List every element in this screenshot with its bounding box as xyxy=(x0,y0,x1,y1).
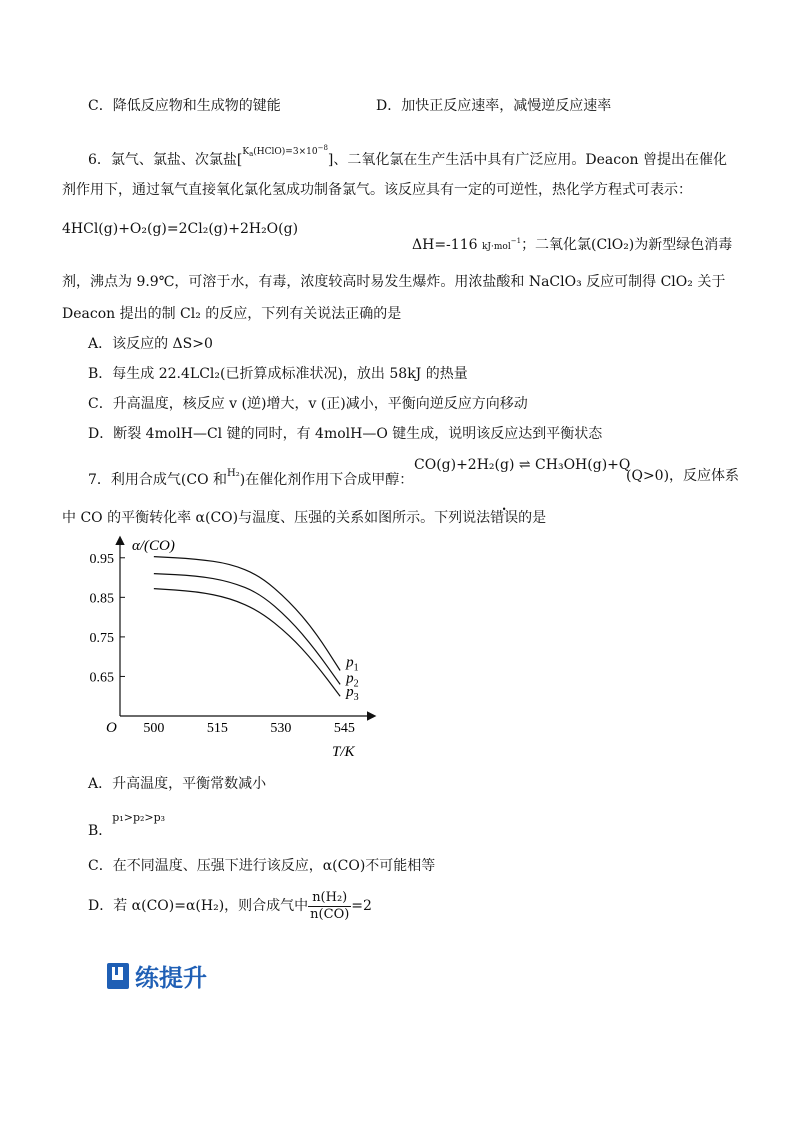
q7-option-a: A．升高温度，平衡常数减小 xyxy=(88,776,267,792)
q7-line1 xyxy=(88,464,413,490)
q6-line5: Deacon 提出的制 Cl₂ 的反应，下列有关说法正确的是 xyxy=(62,306,402,322)
tick-labels xyxy=(90,552,355,736)
q7-option-d-text: D．若 α(CO)=α(H₂)，则合成气中 xyxy=(88,898,309,914)
y-axis-label: α/(CO) xyxy=(132,538,175,554)
section-title: 练提升 xyxy=(135,964,207,992)
delta-h-value: ΔH=-116 xyxy=(412,237,478,253)
book-icon xyxy=(107,963,129,989)
pressure-curves xyxy=(154,557,359,704)
origin-label: O xyxy=(106,720,117,736)
delta-h-exponent: −1 xyxy=(510,237,522,245)
q7-equation: CO(g)+2H₂(g) ⇌ CH₃OH(g)+Q xyxy=(414,457,631,473)
q7-option-b xyxy=(88,808,165,841)
q7-condition: (Q>0)，反应体系 xyxy=(626,468,740,484)
q6-equation: 4HCl(g)+O₂(g)=2Cl₂(g)+2H₂O(g) xyxy=(62,221,299,237)
series-line-p3 xyxy=(154,589,340,697)
ka-expression xyxy=(242,138,328,164)
mole-ratio-fraction xyxy=(308,890,351,923)
x-tick-label: 515 xyxy=(206,721,228,736)
delta-h-unit: kJ·mol xyxy=(481,242,511,252)
q6-stem-start: 6．氯气、氯盐、次氯盐[ xyxy=(88,152,243,168)
q6-line2: 剂作用下，通过氧气直接氧化氯化氢成功制备氯气。该反应具有一定的可逆性，热化学方程式可表示： xyxy=(62,182,692,198)
q6-option-d: D．断裂 4molH—Cl 键的同时，有 4molH—O 键生成，说明该反应达到平衡状态 xyxy=(88,426,603,442)
section-header xyxy=(107,958,207,993)
q5-option-c: C．降低反应物和生成物的键能 xyxy=(88,98,281,114)
q7-stem-start: 7．利用合成气(CO 和 xyxy=(88,472,228,488)
q6-option-a: A．该反应的 ΔS>0 xyxy=(88,336,213,352)
series-label-p3: $p_3$ xyxy=(346,684,359,704)
q6-line3-tail xyxy=(412,231,732,257)
series-label-p2: $p_2$ xyxy=(346,670,359,690)
q6-option-b: B．每生成 22.4LCl₂(已折算成标准状况)，放出 58kJ 的热量 xyxy=(88,366,468,382)
q7-stem-mid: )在催化剂作用下合成甲醇： xyxy=(239,472,414,488)
ka-value: (HClO)=3×10 xyxy=(253,147,318,157)
q7-stem-line2-end: 的是 xyxy=(518,510,547,526)
q6-stem-end: ]、二氧化氯在生产生活中具有广泛应用。Deacon 曾提出在催化 xyxy=(327,152,727,168)
series-label-p1: $p_1$ xyxy=(346,654,359,674)
y-tick-label: 0.85 xyxy=(89,591,114,607)
h2-label: H₂ xyxy=(227,468,240,479)
q6-option-c: C．升高温度，核反应 v (逆)增大，v (正)减小，平衡向逆反应方向移动 xyxy=(88,396,528,412)
pressure-inequality: p₁>p₂>p₃ xyxy=(112,811,166,824)
q6-clo2-intro: ；二氧化氯(ClO₂)为新型绿色消毒 xyxy=(521,237,733,253)
q7-option-c: C．在不同温度、压强下进行该反应，α(CO)不可能相等 xyxy=(88,858,436,874)
y-tick-label: 0.75 xyxy=(89,630,114,646)
ka-symbol: K xyxy=(242,147,250,157)
q7-line2 xyxy=(62,508,546,528)
fraction-rhs: =2 xyxy=(351,898,372,914)
y-tick-label: 0.65 xyxy=(89,670,114,686)
x-axis-label: T/K xyxy=(332,744,355,760)
ka-exponent: −8 xyxy=(317,144,328,152)
q6-line4: 剂，沸点为 9.9℃，可溶于水，有毒，浓度较高时易发生爆炸。用浓盐酸和 NaClO₃ 反应可制得 ClO₂ 关于 xyxy=(62,274,726,290)
q6-line1 xyxy=(88,138,727,170)
q5-option-d: D．加快正反应速率，减慢逆反应速率 xyxy=(376,98,612,114)
conversion-chart xyxy=(89,530,412,770)
q7-stem-line2: 中 CO 的平衡转化率 α(CO)与温度、压强的关系如图所示。下列说法 xyxy=(62,510,491,526)
x-tick-label: 500 xyxy=(143,721,165,736)
x-tick-label: 530 xyxy=(270,721,292,736)
series-line-p1 xyxy=(154,557,340,671)
fraction-denominator: n(CO) xyxy=(310,906,350,922)
y-tick-label: 0.95 xyxy=(89,551,114,567)
q7-option-d xyxy=(88,888,372,924)
ka-subscript: a xyxy=(249,150,254,158)
fraction-numerator: n(H₂) xyxy=(308,890,351,907)
x-tick-label: 545 xyxy=(333,721,355,736)
q7-option-b-label: B． xyxy=(88,823,113,839)
emphasis-dotted-word: 错误 xyxy=(490,510,519,526)
